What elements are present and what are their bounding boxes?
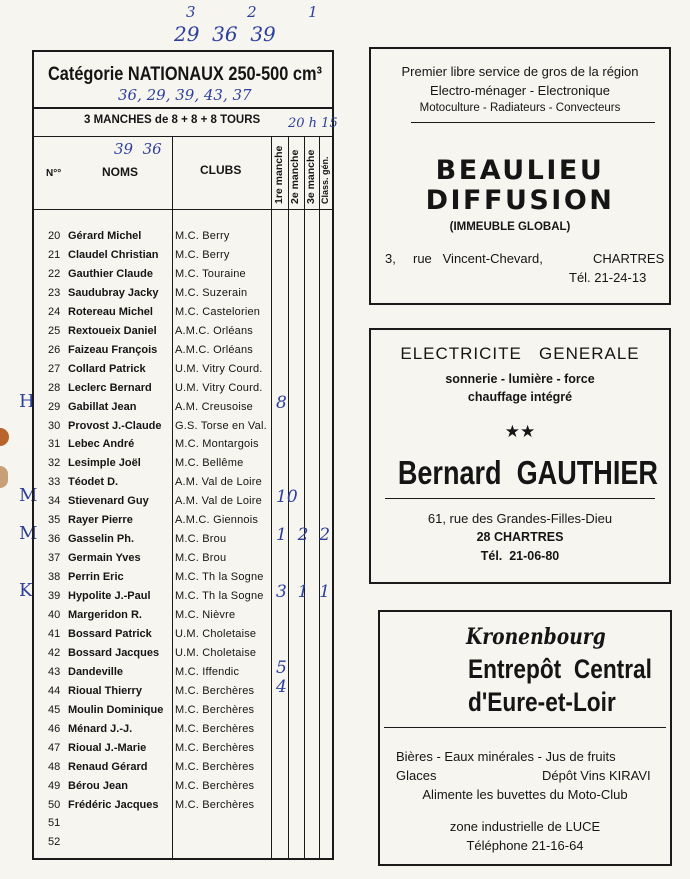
rider-name: Perrin Eric	[68, 571, 124, 584]
address: 61, rue des Grandes-Filles-Dieu	[427, 511, 613, 526]
binding-hole	[0, 466, 8, 488]
rider-number: 37	[48, 552, 61, 565]
address-street: rue Vincent-Chevard,	[413, 251, 543, 266]
margin-letter: K	[19, 580, 33, 602]
rider-name: Hypolite J.-Paul	[68, 590, 151, 603]
rider-name: Gabillat Jean	[68, 400, 137, 413]
rider-number: 45	[48, 703, 61, 716]
top-annotation-small: 3 2 1	[186, 3, 332, 21]
rider-name: Frédéric Jacques	[68, 798, 159, 811]
rider-club: A.M.C. Orléans	[175, 343, 253, 356]
rider-club: M.C. Brou	[175, 533, 227, 546]
ad-heading: Entrepôt Central	[468, 654, 652, 684]
rider-club: M.C. Berchères	[175, 741, 255, 754]
header-manche-3: 3e manche	[305, 149, 317, 204]
rider-name: Collard Patrick	[68, 362, 146, 375]
brand-name: BEAULIEU	[435, 155, 605, 186]
handwritten-result: 3 1 1	[276, 582, 331, 603]
rider-name: Rextoueix Daniel	[68, 324, 157, 337]
rider-club: M.C. Berchères	[175, 779, 255, 792]
ad-tagline: sonnerie - lumière - force	[445, 372, 595, 386]
ad-heading: d'Eure-et-Loir	[468, 687, 616, 717]
rider-club: U.M. Choletaise	[175, 646, 257, 659]
brand-name: DIFFUSION	[425, 185, 615, 216]
rider-club: A.M.C. Giennois	[175, 514, 259, 527]
divider	[34, 107, 332, 109]
divider	[385, 498, 655, 499]
handwritten-result: 10	[276, 487, 298, 508]
category-title: Catégorie NATIONAUX 250-500 cm³	[48, 64, 322, 85]
rider-name: Leclerc Bernard	[68, 381, 152, 394]
rider-number: 30	[48, 419, 61, 432]
rider-name: Gauthier Claude	[68, 267, 153, 280]
rider-number: 21	[48, 248, 61, 261]
rider-club: M.C. Berchères	[175, 760, 255, 773]
rider-number: 34	[48, 495, 61, 508]
rider-number: 46	[48, 722, 61, 735]
rider-name: Stievenard Guy	[68, 495, 149, 508]
handwritten-header: 39 36	[114, 140, 162, 158]
rider-number: 47	[48, 741, 61, 754]
rider-name: Renaud Gérard	[68, 760, 148, 773]
rider-name: Rioual J.-Marie	[68, 741, 147, 754]
rider-number: 48	[48, 760, 61, 773]
rider-number: 50	[48, 798, 61, 811]
zone: zone industrielle de LUCE	[449, 819, 601, 834]
rider-number: 35	[48, 514, 61, 527]
products: Bières - Eaux minérales - Jus de fruits	[396, 749, 616, 764]
rider-name: Gasselin Ph.	[68, 533, 135, 546]
products-glaces: Glaces	[396, 768, 437, 783]
handwritten-list: 36, 29, 39, 43, 37	[118, 86, 252, 104]
phone: Tél. 21-06-80	[480, 549, 560, 563]
rider-number: 25	[48, 324, 61, 337]
header-manche-1: 1re manche	[273, 145, 285, 204]
rider-number: 41	[48, 627, 61, 640]
rider-club: A.M. Val de Loire	[175, 495, 262, 508]
rider-name: Lesimple Joël	[68, 457, 141, 470]
rider-number: 38	[48, 571, 61, 584]
brand-name: Bernard GAUTHIER	[397, 454, 658, 491]
stars-icon: ★★	[504, 422, 536, 441]
rider-number: 22	[48, 267, 61, 280]
rider-number: 36	[48, 533, 61, 546]
rider-name: Dandeville	[68, 665, 124, 678]
rider-club: M.C. Touraine	[175, 267, 246, 280]
rider-number: 20	[48, 230, 61, 242]
header-classement: Class. gén.	[320, 156, 330, 204]
rider-number: 51	[48, 817, 61, 830]
rider-club: U.M. Vitry Courd.	[175, 362, 263, 375]
race-program-table	[32, 50, 338, 860]
buvettes: Alimente les buvettes du Moto-Club	[422, 787, 628, 802]
column-divider	[304, 136, 305, 858]
rider-name: Bossard Jacques	[68, 646, 160, 659]
rider-club: A.M. Val de Loire	[175, 476, 262, 489]
ad-beaulieu-diffusion	[369, 47, 671, 305]
rider-number: 29	[48, 400, 61, 413]
rider-number: 24	[48, 305, 61, 318]
city: 28 CHARTRES	[476, 530, 564, 544]
rider-name: Claudel Christian	[68, 248, 159, 261]
rider-name: Moulin Dominique	[68, 703, 164, 716]
rider-number: 44	[48, 684, 61, 697]
rider-club: A.M. Creusoise	[175, 400, 253, 413]
rider-club: M.C. Brou	[175, 552, 227, 565]
handwritten-result: 5	[276, 657, 287, 678]
rider-club: M.C. Berchères	[175, 722, 255, 735]
rider-name: Saudubray Jacky	[68, 286, 159, 299]
rider-club: M.C. Berry	[175, 230, 230, 242]
brand-subtitle: (IMMEUBLE GLOBAL)	[449, 221, 571, 233]
header-clubs: CLUBS	[200, 163, 242, 177]
rider-number: 40	[48, 609, 61, 621]
rider-number: 23	[48, 286, 61, 299]
rider-name: Faizeau François	[68, 343, 158, 356]
rider-club: A.M.C. Orléans	[175, 324, 253, 337]
handwritten-time: 20 h 15	[288, 116, 338, 131]
ad-tagline: chauffage intégré	[467, 390, 573, 404]
rider-name: Margeridon R.	[68, 609, 142, 621]
rider-name: Germain Yves	[68, 552, 141, 565]
rider-name: Gérard Michel	[68, 230, 142, 242]
rider-name: Bérou Jean	[68, 779, 128, 792]
ad-heading: ELECTRICITE GENERALE	[400, 344, 640, 363]
rider-number: 31	[48, 438, 61, 451]
ad-tagline: Electro-ménager - Electronique	[430, 83, 610, 98]
rider-name: Rayer Pierre	[68, 514, 133, 527]
rider-club: M.C. Berchères	[175, 798, 255, 811]
rider-club: M.C. Bellême	[175, 457, 244, 470]
margin-letter: H	[19, 390, 35, 412]
rider-name: Bossard Patrick	[68, 627, 152, 640]
column-divider	[319, 136, 320, 858]
ad-kronenbourg	[378, 610, 672, 866]
rider-club: M.C. Suzerain	[175, 286, 248, 299]
rider-club: M.C. Montargois	[175, 438, 259, 451]
margin-letter: M	[19, 485, 38, 507]
rider-club: M.C. Iffendic	[175, 665, 240, 678]
rider-club: M.C. Berry	[175, 248, 230, 261]
binding-hole	[0, 428, 9, 446]
depot: Dépôt Vins KIRAVI	[542, 768, 651, 783]
rider-name: Provost J.-Claude	[68, 419, 162, 432]
rider-club: M.C. Nièvre	[175, 609, 236, 621]
divider	[384, 727, 666, 728]
phone: Téléphone 21-16-64	[466, 838, 584, 853]
rider-number: 39	[48, 590, 61, 603]
brand-logo: Kronenbourg	[466, 624, 606, 650]
rider-number: 42	[48, 646, 61, 659]
rider-number: 43	[48, 665, 61, 678]
handwritten-result: 4	[276, 676, 287, 697]
address-number: 3,	[385, 251, 396, 266]
divider	[411, 122, 655, 123]
rider-number: 27	[48, 362, 61, 375]
rider-club: M.C. Castelorien	[175, 305, 261, 318]
ad-tagline: Premier libre service de gros de la région	[401, 64, 639, 79]
column-divider	[271, 136, 272, 858]
rider-club: M.C. Th la Sogne	[175, 590, 264, 603]
margin-letter: M	[19, 523, 38, 545]
rider-number: 28	[48, 381, 61, 394]
header-manche-2: 2e manche	[289, 149, 301, 204]
rider-name: Rioual Thierry	[68, 684, 142, 697]
rider-name: Lebec André	[68, 438, 135, 451]
rider-name: Téodet D.	[68, 476, 119, 489]
ad-tagline: Motoculture - Radiateurs - Convecteurs	[419, 102, 621, 114]
rider-club: M.C. Berchères	[175, 684, 255, 697]
rider-number: 49	[48, 779, 61, 792]
handwritten-result: 1 2 2	[276, 525, 331, 546]
address-city: CHARTRES	[593, 251, 665, 266]
rider-number: 26	[48, 343, 61, 356]
rider-number: 52	[48, 836, 61, 849]
rider-name: Rotereau Michel	[68, 305, 153, 318]
rider-club: G.S. Torse en Val.	[175, 419, 267, 432]
phone: Tél. 21-24-13	[569, 270, 647, 285]
rider-club: M.C. Th la Sogne	[175, 571, 264, 584]
top-annotation: 29 36 39	[174, 22, 276, 46]
rider-number: 32	[48, 457, 61, 470]
column-divider	[172, 136, 173, 858]
ad-bernard-gauthier	[369, 328, 671, 584]
rider-club: M.C. Berchères	[175, 703, 255, 716]
handwritten-result: 8	[276, 392, 287, 413]
rider-club: U.M. Choletaise	[175, 627, 257, 640]
rider-name: Ménard J.-J.	[68, 722, 133, 735]
header-names: NOMS	[102, 165, 138, 179]
header-number: N°°	[46, 168, 62, 179]
rider-number: 33	[48, 476, 61, 489]
rider-club: U.M. Vitry Courd.	[175, 381, 263, 394]
race-format: 3 MANCHES de 8 + 8 + 8 TOURS	[84, 114, 261, 126]
